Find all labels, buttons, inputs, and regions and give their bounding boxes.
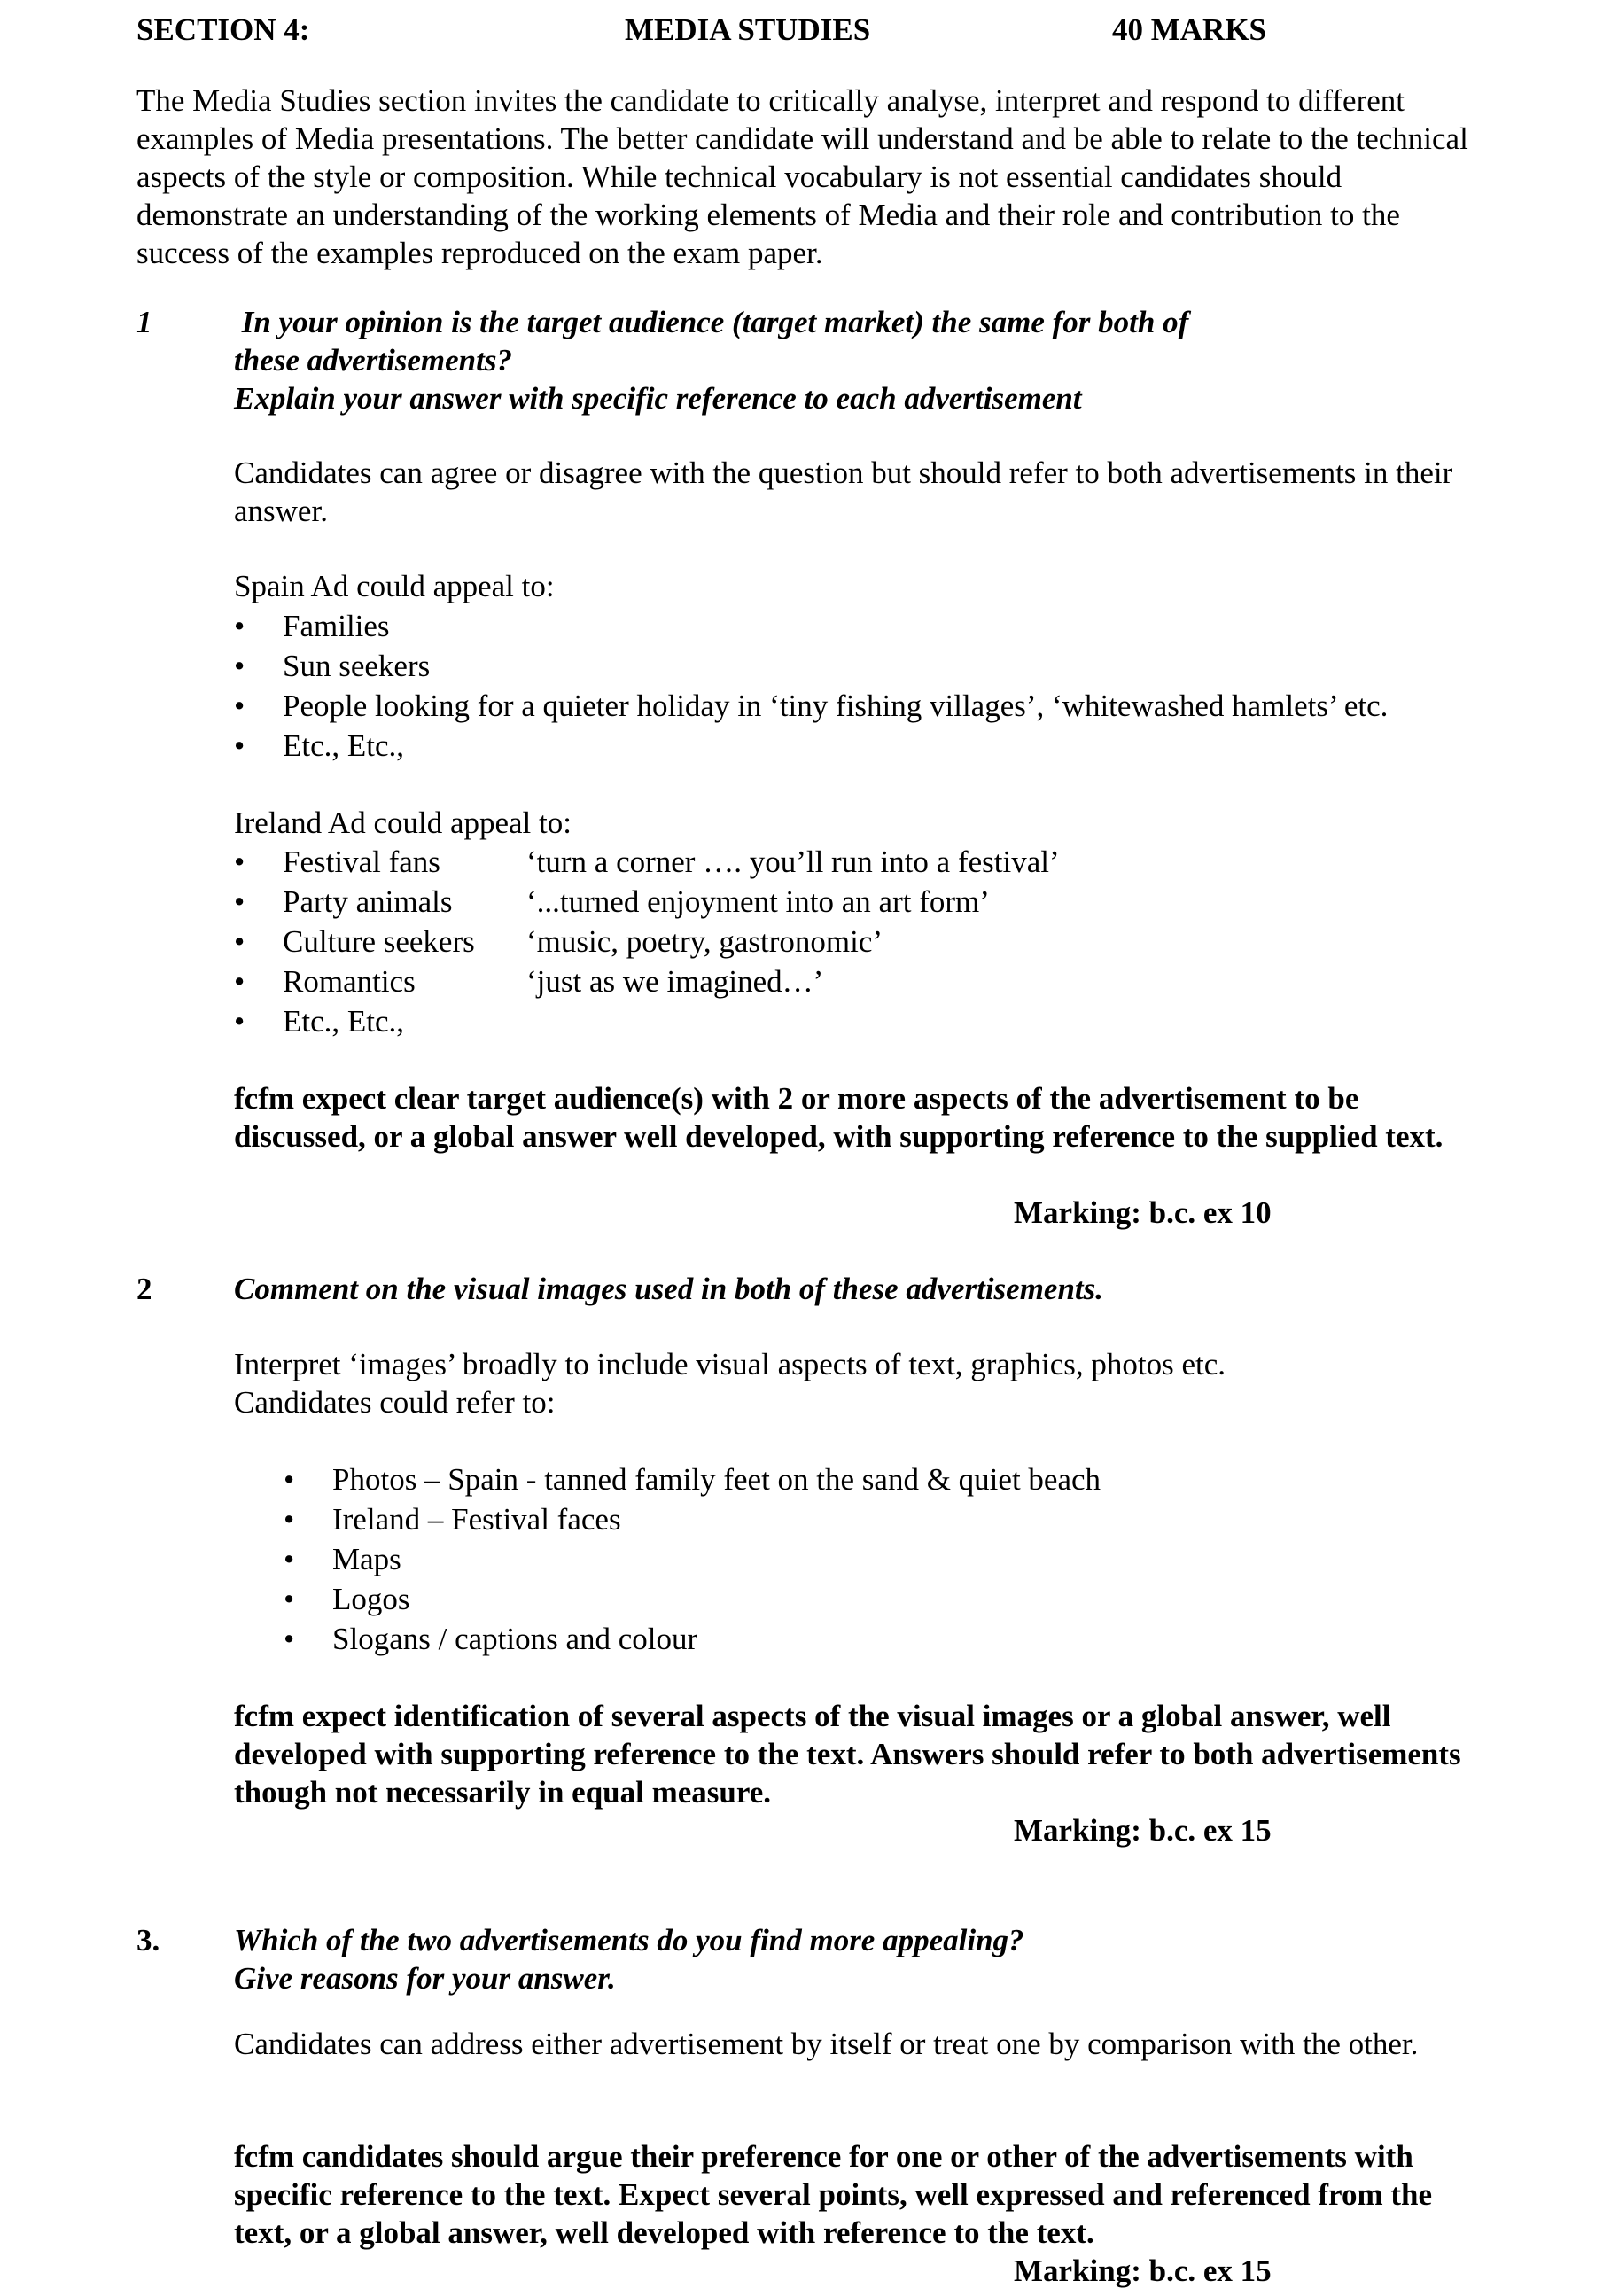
list-item: • People looking for a quieter holiday in ‘tiny fishing villages’, ‘whitewashed hamlets’ etc. [234, 689, 1389, 723]
q1-ireland-heading: Ireland Ad could appeal to: [234, 806, 572, 840]
q3-number: 3. [136, 1923, 160, 1957]
q1-spain-list [234, 607, 1519, 767]
q1-question-line3: Explain your answer with specific reference to each advertisement [234, 381, 1082, 416]
bullet-icon: • [284, 1582, 295, 1616]
q2-note-line1: Interpret ‘images’ broadly to include visual aspects of text, graphics, photos etc. [234, 1347, 1226, 1381]
q3-question-line2: Give reasons for your answer. [234, 1961, 616, 1996]
q1-spain-heading: Spain Ad could appeal to: [234, 569, 555, 603]
list-item: • Families [234, 609, 390, 643]
list-item: • Etc., Etc., [234, 728, 405, 763]
q3-note: Candidates can address either advertisement by itself or treat one by comparison with the other. [234, 2027, 1419, 2061]
bullet-icon: • [234, 649, 245, 683]
q1-question-line1: In your opinion is the target audience (target market) the same for both of [234, 305, 1189, 339]
bullet-icon: • [234, 924, 245, 959]
bullet-icon: • [284, 1622, 295, 1656]
bullet-icon: • [234, 609, 245, 643]
bullet-icon: • [234, 844, 245, 879]
q2-note-line2: Candidates could refer to: [234, 1385, 556, 1420]
q2-number: 2 [136, 1272, 152, 1306]
q3-fcfm: fcfm candidates should argue their preference for one or other of the advertisements with specific reference to the text. Expect several points, well expressed and referenced from the text, or a global answer, well developed with reference to the text. [234, 2139, 1433, 2250]
list-item: • Sun seekers [234, 649, 431, 683]
bullet-icon: • [234, 689, 245, 723]
section-title: MEDIA STUDIES [625, 12, 871, 47]
intro-paragraph: The Media Studies section invites the candidate to critically analyse, interpret and respond to different examples of Media presentations. The better candidate will understand and be able to relate to the technical aspects of the style or composition. While technical vocabulary is not essential candidates should demonstrate an understanding of the working elements of Media and their role and contribution to the success of the examples reproduced on the exam paper. [136, 83, 1468, 270]
list-item: • Ireland – Festival faces [284, 1502, 621, 1537]
section-label: SECTION 4: [136, 12, 310, 47]
q1-ireland-list [234, 843, 1519, 1042]
q2-fcfm: fcfm expect identification of several aspects of the visual images or a global answer, well developed with supporting reference to the text. Answers should refer to both advertisements though not necessarily in equal measure. [234, 1699, 1461, 1810]
q2-list [284, 1460, 1524, 1660]
q1-question-line2: these advertisements? [234, 343, 512, 377]
bullet-icon: • [234, 728, 245, 763]
list-item: • Culture seekers ‘music, poetry, gastronomic’ [234, 924, 883, 959]
q2-marking: Marking: b.c. ex 15 [1014, 1813, 1272, 1848]
list-item: • Logos [284, 1582, 410, 1616]
q1-number: 1 [136, 305, 152, 339]
section-marks: 40 MARKS [1112, 12, 1267, 47]
list-item: • Maps [284, 1542, 401, 1576]
list-item: • Party animals ‘...turned enjoyment into an art form’ [234, 884, 990, 919]
list-item: • Etc., Etc., [234, 1004, 405, 1039]
q1-fcfm: fcfm expect clear target audience(s) with 2 or more aspects of the advertisement to be discussed, or a global answer well developed, with supporting reference to the supplied text. [234, 1081, 1444, 1154]
bullet-icon: • [284, 1542, 295, 1576]
q3-marking: Marking: b.c. ex 15 [1014, 2253, 1272, 2288]
q3-question-line1: Which of the two advertisements do you find more appealing? [234, 1923, 1024, 1957]
bullet-icon: • [234, 964, 245, 999]
list-item: • Slogans / captions and colour [284, 1622, 698, 1656]
bullet-icon: • [234, 1004, 245, 1039]
list-item: • Festival fans ‘turn a corner …. you’ll run into a festival’ [234, 844, 1060, 879]
list-item: • Romantics ‘just as we imagined…’ [234, 964, 824, 999]
bullet-icon: • [284, 1462, 295, 1497]
q1-marking: Marking: b.c. ex 10 [1014, 1195, 1272, 1230]
q1-note: Candidates can agree or disagree with the question but should refer to both advertisements in their answer. [234, 455, 1453, 528]
list-item: • Photos – Spain - tanned family feet on the sand & quiet beach [284, 1462, 1101, 1497]
bullet-icon: • [284, 1502, 295, 1537]
q2-question: Comment on the visual images used in both of these advertisements. [234, 1272, 1104, 1306]
bullet-icon: • [234, 884, 245, 919]
